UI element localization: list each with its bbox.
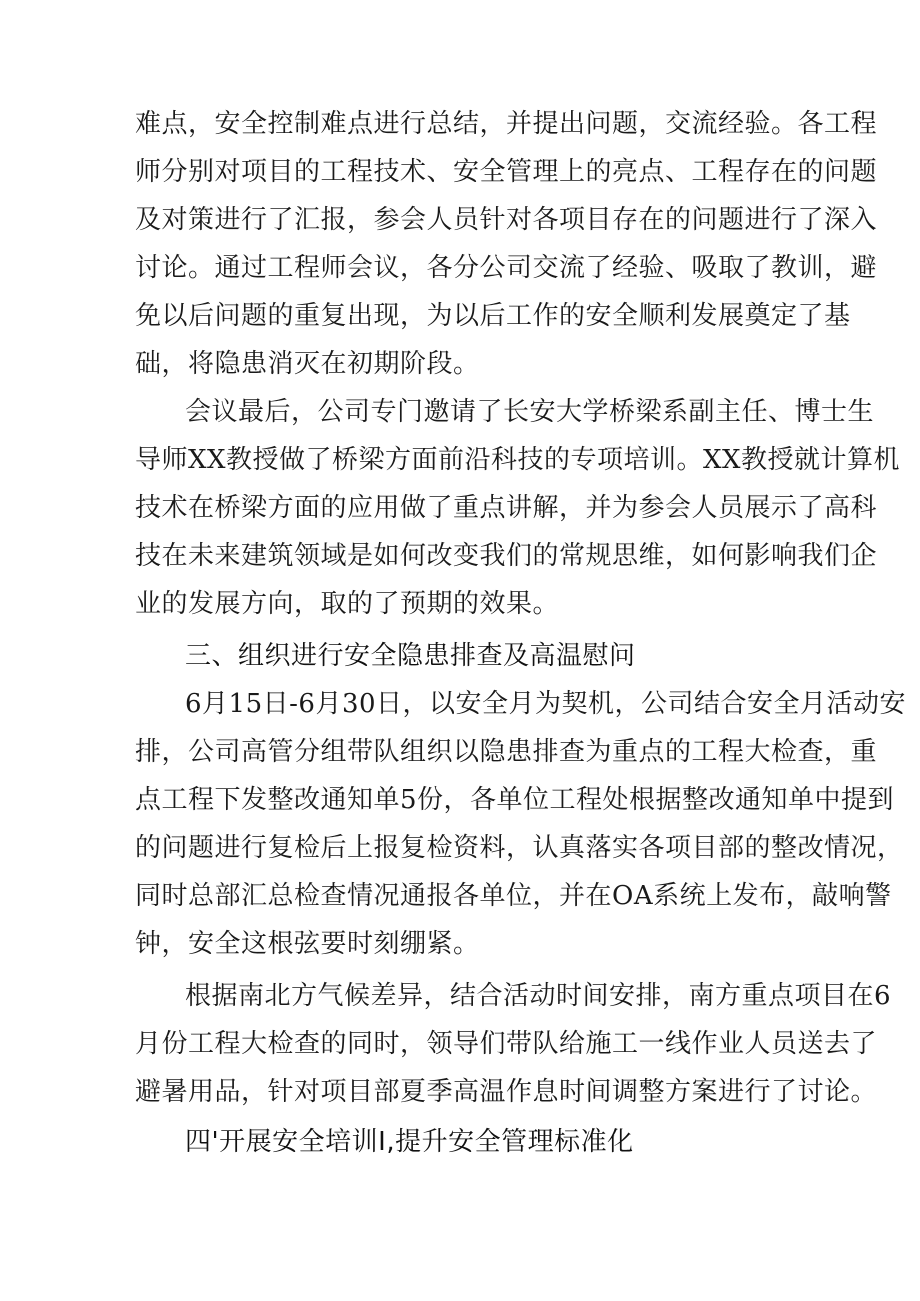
paragraph-1-line-3: 及对策进行了汇报，参会人员针对各项目存在的问题进行了深入	[135, 205, 878, 235]
paragraph-1-line-6: 础，将隐患消灭在初期阶段。	[135, 349, 480, 379]
paragraph-1-line-1: 难点，安全控制难点进行总结，并提出问题，交流经验。各工程	[135, 109, 878, 139]
paragraph-3-line-6: 钟，安全这根弦要时刻绷紧。	[135, 929, 480, 959]
paragraph-2-line-3: 技术在桥梁方面的应用做了重点讲解，并为参会人员展示了高科	[135, 493, 878, 523]
paragraph-3-line-4: 的问题进行复检后上报复检资料，认真落实各项目部的整改情况，	[135, 833, 904, 863]
paragraph-3-line-2: 排，公司高管分组带队组织以隐患排查为重点的工程大检查，重	[135, 737, 878, 767]
paragraph-3-line-1: 6月15日-6月30日，以安全月为契机，公司结合安全月活动安	[185, 689, 907, 719]
paragraph-2-line-2: 导师XX教授做了桥梁方面前沿科技的专项培训。XX教授就计算机	[135, 445, 901, 475]
paragraph-1-line-2: 师分别对项目的工程技术、安全管理上的亮点、工程存在的问题	[135, 157, 878, 187]
paragraph-2-line-1: 会议最后，公司专门邀请了长安大学桥梁系副主任、博士生	[185, 397, 875, 427]
paragraph-3-line-3: 点工程下发整改通知单5份，各单位工程处根据整改通知单中提到	[135, 785, 895, 815]
paragraph-3-line-5: 同时总部汇总检查情况通报各单位，并在OA系统上发布，敲响警	[135, 881, 892, 911]
section-heading-4: 四'开展安全培训I,提升安全管理标准化	[185, 1127, 634, 1157]
section-heading-3: 三、组织进行安全隐患排查及高温慰问	[185, 641, 636, 671]
paragraph-4-line-1: 根据南北方气候差异，结合活动时间安排，南方重点项目在6	[185, 981, 892, 1011]
paragraph-4-line-2: 月份工程大检查的同时，领导们带队给施工一线作业人员送去了	[135, 1029, 878, 1059]
paragraph-2-line-4: 技在未来建筑领域是如何改变我们的常规思维，如何影响我们企	[135, 541, 878, 571]
paragraph-2-line-5: 业的发展方向，取的了预期的效果。	[135, 589, 560, 619]
paragraph-1-line-4: 讨论。通过工程师会议，各分公司交流了经验、吸取了教训，避	[135, 253, 878, 283]
paragraph-4-line-3: 避暑用品，针对项目部夏季高温作息时间调整方案进行了讨论。	[135, 1077, 878, 1107]
paragraph-1-line-5: 免以后问题的重复出现，为以后工作的安全顺利发展奠定了基	[135, 301, 851, 331]
